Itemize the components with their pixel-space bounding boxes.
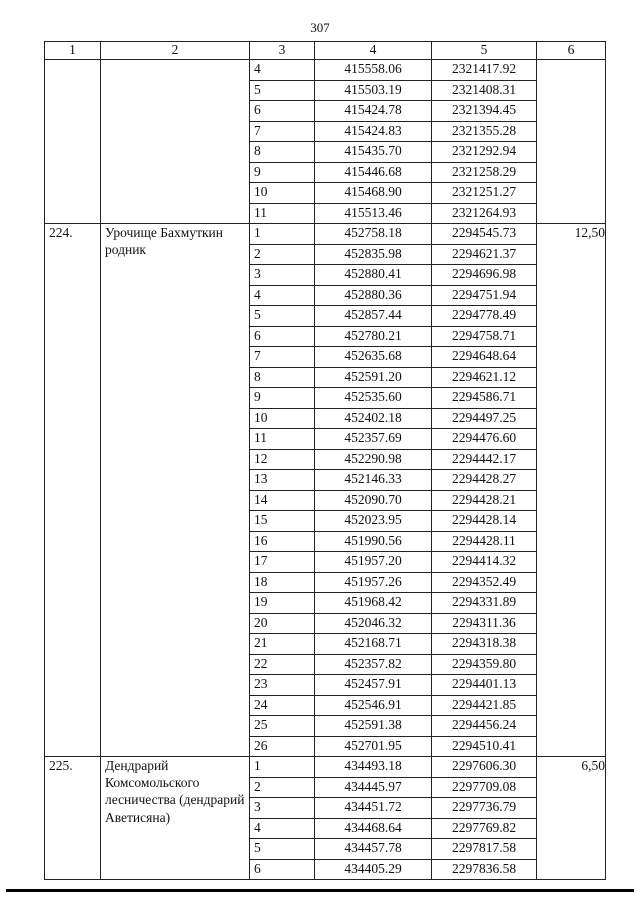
y-coordinate-cell: 2294428.27 (432, 470, 537, 491)
area-cell: 12,50 (537, 224, 606, 757)
x-coordinate-cell: 415435.70 (315, 142, 432, 163)
y-coordinate-cell: 2297769.82 (432, 818, 537, 839)
x-coordinate-cell: 452290.98 (315, 449, 432, 470)
point-number-cell: 19 (250, 593, 315, 614)
x-coordinate-cell: 434457.78 (315, 839, 432, 860)
point-number-cell: 5 (250, 839, 315, 860)
x-coordinate-cell: 451968.42 (315, 593, 432, 614)
point-number-cell: 4 (250, 285, 315, 306)
y-coordinate-cell: 2321355.28 (432, 121, 537, 142)
x-coordinate-cell: 452090.70 (315, 490, 432, 511)
point-number-cell: 25 (250, 716, 315, 737)
x-coordinate-cell: 434468.64 (315, 818, 432, 839)
y-coordinate-cell: 2294414.32 (432, 552, 537, 573)
point-number-cell: 7 (250, 347, 315, 368)
object-name-cell: Дендрарий Комсомольского лесничества (дендрарий Аветисяна) (101, 757, 250, 880)
x-coordinate-cell: 452780.21 (315, 326, 432, 347)
x-coordinate-cell: 452146.33 (315, 470, 432, 491)
point-number-cell: 2 (250, 777, 315, 798)
point-number-cell: 5 (250, 80, 315, 101)
header-cell: 1 (45, 42, 101, 60)
x-coordinate-cell: 451957.26 (315, 572, 432, 593)
point-number-cell: 17 (250, 552, 315, 573)
x-coordinate-cell: 452046.32 (315, 613, 432, 634)
x-coordinate-cell: 415468.90 (315, 183, 432, 204)
object-number-cell: 224. (45, 224, 101, 757)
point-number-cell: 2 (250, 244, 315, 265)
point-number-cell: 4 (250, 818, 315, 839)
table-row (45, 757, 606, 778)
x-coordinate-cell: 452546.91 (315, 695, 432, 716)
y-coordinate-cell: 2321408.31 (432, 80, 537, 101)
point-number-cell: 1 (250, 224, 315, 245)
point-number-cell: 6 (250, 101, 315, 122)
point-number-cell: 9 (250, 388, 315, 409)
y-coordinate-cell: 2297836.58 (432, 859, 537, 880)
x-coordinate-cell: 452168.71 (315, 634, 432, 655)
page-number: 307 (310, 20, 330, 35)
object-name-cell (101, 60, 250, 224)
header-row (45, 42, 606, 60)
x-coordinate-cell: 452758.18 (315, 224, 432, 245)
object-name-cell: Урочище Бахмуткин родник (101, 224, 250, 757)
y-coordinate-cell: 2294758.71 (432, 326, 537, 347)
point-number-cell: 11 (250, 203, 315, 224)
x-coordinate-cell: 452023.95 (315, 511, 432, 532)
y-coordinate-cell: 2294497.25 (432, 408, 537, 429)
y-coordinate-cell: 2294442.17 (432, 449, 537, 470)
header-cell: 5 (432, 42, 537, 60)
y-coordinate-cell: 2321258.29 (432, 162, 537, 183)
x-coordinate-cell: 415446.68 (315, 162, 432, 183)
point-number-cell: 13 (250, 470, 315, 491)
point-number-cell: 9 (250, 162, 315, 183)
point-number-cell: 20 (250, 613, 315, 634)
y-coordinate-cell: 2294696.98 (432, 265, 537, 286)
x-coordinate-cell: 452591.20 (315, 367, 432, 388)
point-number-cell: 6 (250, 859, 315, 880)
x-coordinate-cell: 452880.41 (315, 265, 432, 286)
point-number-cell: 3 (250, 798, 315, 819)
x-coordinate-cell: 434445.97 (315, 777, 432, 798)
x-coordinate-cell: 452635.68 (315, 347, 432, 368)
point-number-cell: 10 (250, 408, 315, 429)
point-number-cell: 18 (250, 572, 315, 593)
table-row (45, 60, 606, 81)
x-coordinate-cell: 434405.29 (315, 859, 432, 880)
bottom-rule (6, 889, 634, 892)
coordinates-table (44, 41, 606, 880)
point-number-cell: 11 (250, 429, 315, 450)
x-coordinate-cell: 434493.18 (315, 757, 432, 778)
y-coordinate-cell: 2294311.36 (432, 613, 537, 634)
y-coordinate-cell: 2297606.30 (432, 757, 537, 778)
x-coordinate-cell: 415513.46 (315, 203, 432, 224)
x-coordinate-cell: 415424.83 (315, 121, 432, 142)
y-coordinate-cell: 2321292.94 (432, 142, 537, 163)
x-coordinate-cell: 452591.38 (315, 716, 432, 737)
x-coordinate-cell: 452880.36 (315, 285, 432, 306)
x-coordinate-cell: 452402.18 (315, 408, 432, 429)
point-number-cell: 3 (250, 265, 315, 286)
y-coordinate-cell: 2321394.45 (432, 101, 537, 122)
x-coordinate-cell: 452457.91 (315, 675, 432, 696)
x-coordinate-cell: 452535.60 (315, 388, 432, 409)
x-coordinate-cell: 452357.82 (315, 654, 432, 675)
y-coordinate-cell: 2294545.73 (432, 224, 537, 245)
y-coordinate-cell: 2294778.49 (432, 306, 537, 327)
x-coordinate-cell: 415424.78 (315, 101, 432, 122)
object-number-cell (45, 60, 101, 224)
y-coordinate-cell: 2321264.93 (432, 203, 537, 224)
point-number-cell: 15 (250, 511, 315, 532)
point-number-cell: 21 (250, 634, 315, 655)
x-coordinate-cell: 434451.72 (315, 798, 432, 819)
x-coordinate-cell: 451957.20 (315, 552, 432, 573)
table-body (45, 60, 606, 880)
y-coordinate-cell: 2294456.24 (432, 716, 537, 737)
y-coordinate-cell: 2297736.79 (432, 798, 537, 819)
y-coordinate-cell: 2294428.21 (432, 490, 537, 511)
area-cell: 6,50 (537, 757, 606, 880)
x-coordinate-cell: 415503.19 (315, 80, 432, 101)
header-cell: 4 (315, 42, 432, 60)
y-coordinate-cell: 2294318.38 (432, 634, 537, 655)
point-number-cell: 23 (250, 675, 315, 696)
point-number-cell: 12 (250, 449, 315, 470)
y-coordinate-cell: 2294510.41 (432, 736, 537, 757)
y-coordinate-cell: 2321251.27 (432, 183, 537, 204)
x-coordinate-cell: 452701.95 (315, 736, 432, 757)
x-coordinate-cell: 452835.98 (315, 244, 432, 265)
point-number-cell: 7 (250, 121, 315, 142)
y-coordinate-cell: 2294751.94 (432, 285, 537, 306)
y-coordinate-cell: 2294421.85 (432, 695, 537, 716)
y-coordinate-cell: 2294401.13 (432, 675, 537, 696)
point-number-cell: 5 (250, 306, 315, 327)
point-number-cell: 1 (250, 757, 315, 778)
header-cell: 6 (537, 42, 606, 60)
x-coordinate-cell: 415558.06 (315, 60, 432, 81)
y-coordinate-cell: 2294428.11 (432, 531, 537, 552)
y-coordinate-cell: 2321417.92 (432, 60, 537, 81)
y-coordinate-cell: 2294586.71 (432, 388, 537, 409)
y-coordinate-cell: 2294621.12 (432, 367, 537, 388)
point-number-cell: 4 (250, 60, 315, 81)
table-row (45, 224, 606, 245)
x-coordinate-cell: 451990.56 (315, 531, 432, 552)
y-coordinate-cell: 2294648.64 (432, 347, 537, 368)
y-coordinate-cell: 2294352.49 (432, 572, 537, 593)
y-coordinate-cell: 2294331.89 (432, 593, 537, 614)
point-number-cell: 8 (250, 367, 315, 388)
point-number-cell: 6 (250, 326, 315, 347)
y-coordinate-cell: 2294621.37 (432, 244, 537, 265)
point-number-cell: 16 (250, 531, 315, 552)
point-number-cell: 26 (250, 736, 315, 757)
header-cell: 2 (101, 42, 250, 60)
y-coordinate-cell: 2294359.80 (432, 654, 537, 675)
y-coordinate-cell: 2294428.14 (432, 511, 537, 532)
point-number-cell: 14 (250, 490, 315, 511)
object-number-cell: 225. (45, 757, 101, 880)
x-coordinate-cell: 452357.69 (315, 429, 432, 450)
y-coordinate-cell: 2294476.60 (432, 429, 537, 450)
y-coordinate-cell: 2297709.08 (432, 777, 537, 798)
x-coordinate-cell: 452857.44 (315, 306, 432, 327)
header-cell: 3 (250, 42, 315, 60)
point-number-cell: 22 (250, 654, 315, 675)
y-coordinate-cell: 2297817.58 (432, 839, 537, 860)
point-number-cell: 10 (250, 183, 315, 204)
point-number-cell: 24 (250, 695, 315, 716)
area-cell (537, 60, 606, 224)
point-number-cell: 8 (250, 142, 315, 163)
